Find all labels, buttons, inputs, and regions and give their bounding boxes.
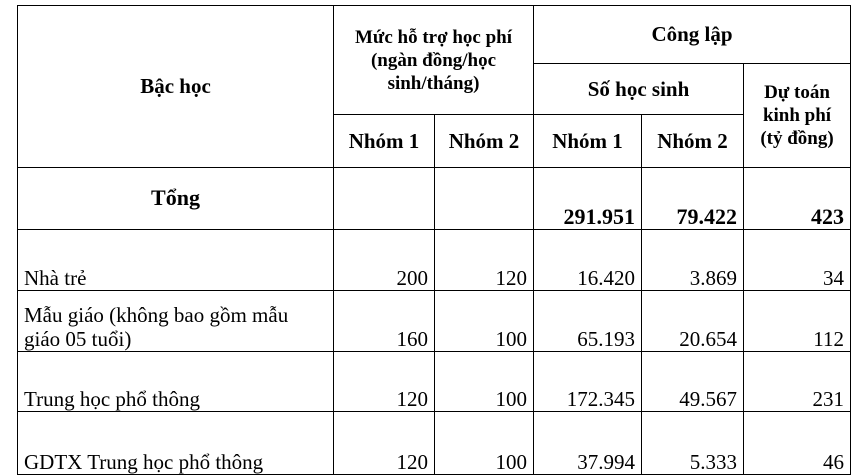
row-budget: 231 xyxy=(744,351,851,412)
row-support-group1: 160 xyxy=(334,291,435,352)
total-label: Tổng xyxy=(18,167,334,230)
table-row xyxy=(18,230,851,291)
row-budget: 112 xyxy=(744,291,851,352)
header-support-group2: Nhóm 2 xyxy=(435,115,534,168)
header-support-group1: Nhóm 1 xyxy=(334,115,435,168)
row-support-group1: 200 xyxy=(334,230,435,291)
row-level: GDTX Trung học phổ thông xyxy=(18,412,334,475)
header-students-group1: Nhóm 1 xyxy=(534,115,642,168)
row-students-group2: 5.333 xyxy=(642,412,744,475)
row-support-group2: 100 xyxy=(435,412,534,475)
header-public: Công lập xyxy=(534,6,851,64)
header-level: Bậc học xyxy=(18,6,334,168)
total-students-group2: 79.422 xyxy=(642,167,744,230)
tuition-support-table xyxy=(17,5,851,475)
row-level: Mẫu giáo (không bao gồm mẫu giáo 05 tuổi) xyxy=(18,291,334,352)
row-budget: 46 xyxy=(744,412,851,475)
row-students-group1: 172.345 xyxy=(534,351,642,412)
row-students-group1: 65.193 xyxy=(534,291,642,352)
total-support-group1 xyxy=(334,167,435,230)
row-support-group2: 100 xyxy=(435,291,534,352)
total-row xyxy=(18,167,851,230)
total-students-group1: 291.951 xyxy=(534,167,642,230)
table-row xyxy=(18,351,851,412)
header-tuition-support: Mức hỗ trợ học phí (ngàn đồng/học sinh/tháng) xyxy=(334,6,534,115)
row-support-group1: 120 xyxy=(334,412,435,475)
row-support-group1: 120 xyxy=(334,351,435,412)
row-students-group2: 3.869 xyxy=(642,230,744,291)
row-students-group1: 37.994 xyxy=(534,412,642,475)
table-row xyxy=(18,412,851,475)
header-students: Số học sinh xyxy=(534,63,744,115)
row-support-group2: 100 xyxy=(435,351,534,412)
row-level: Trung học phổ thông xyxy=(18,351,334,412)
row-budget: 34 xyxy=(744,230,851,291)
header-row-1 xyxy=(18,6,851,64)
table-row xyxy=(18,291,851,352)
total-support-group2 xyxy=(435,167,534,230)
row-level: Nhà trẻ xyxy=(18,230,334,291)
header-budget: Dự toán kinh phí (tỷ đồng) xyxy=(744,63,851,167)
header-students-group2: Nhóm 2 xyxy=(642,115,744,168)
total-budget: 423 xyxy=(744,167,851,230)
row-students-group1: 16.420 xyxy=(534,230,642,291)
row-support-group2: 120 xyxy=(435,230,534,291)
row-students-group2: 49.567 xyxy=(642,351,744,412)
row-students-group2: 20.654 xyxy=(642,291,744,352)
